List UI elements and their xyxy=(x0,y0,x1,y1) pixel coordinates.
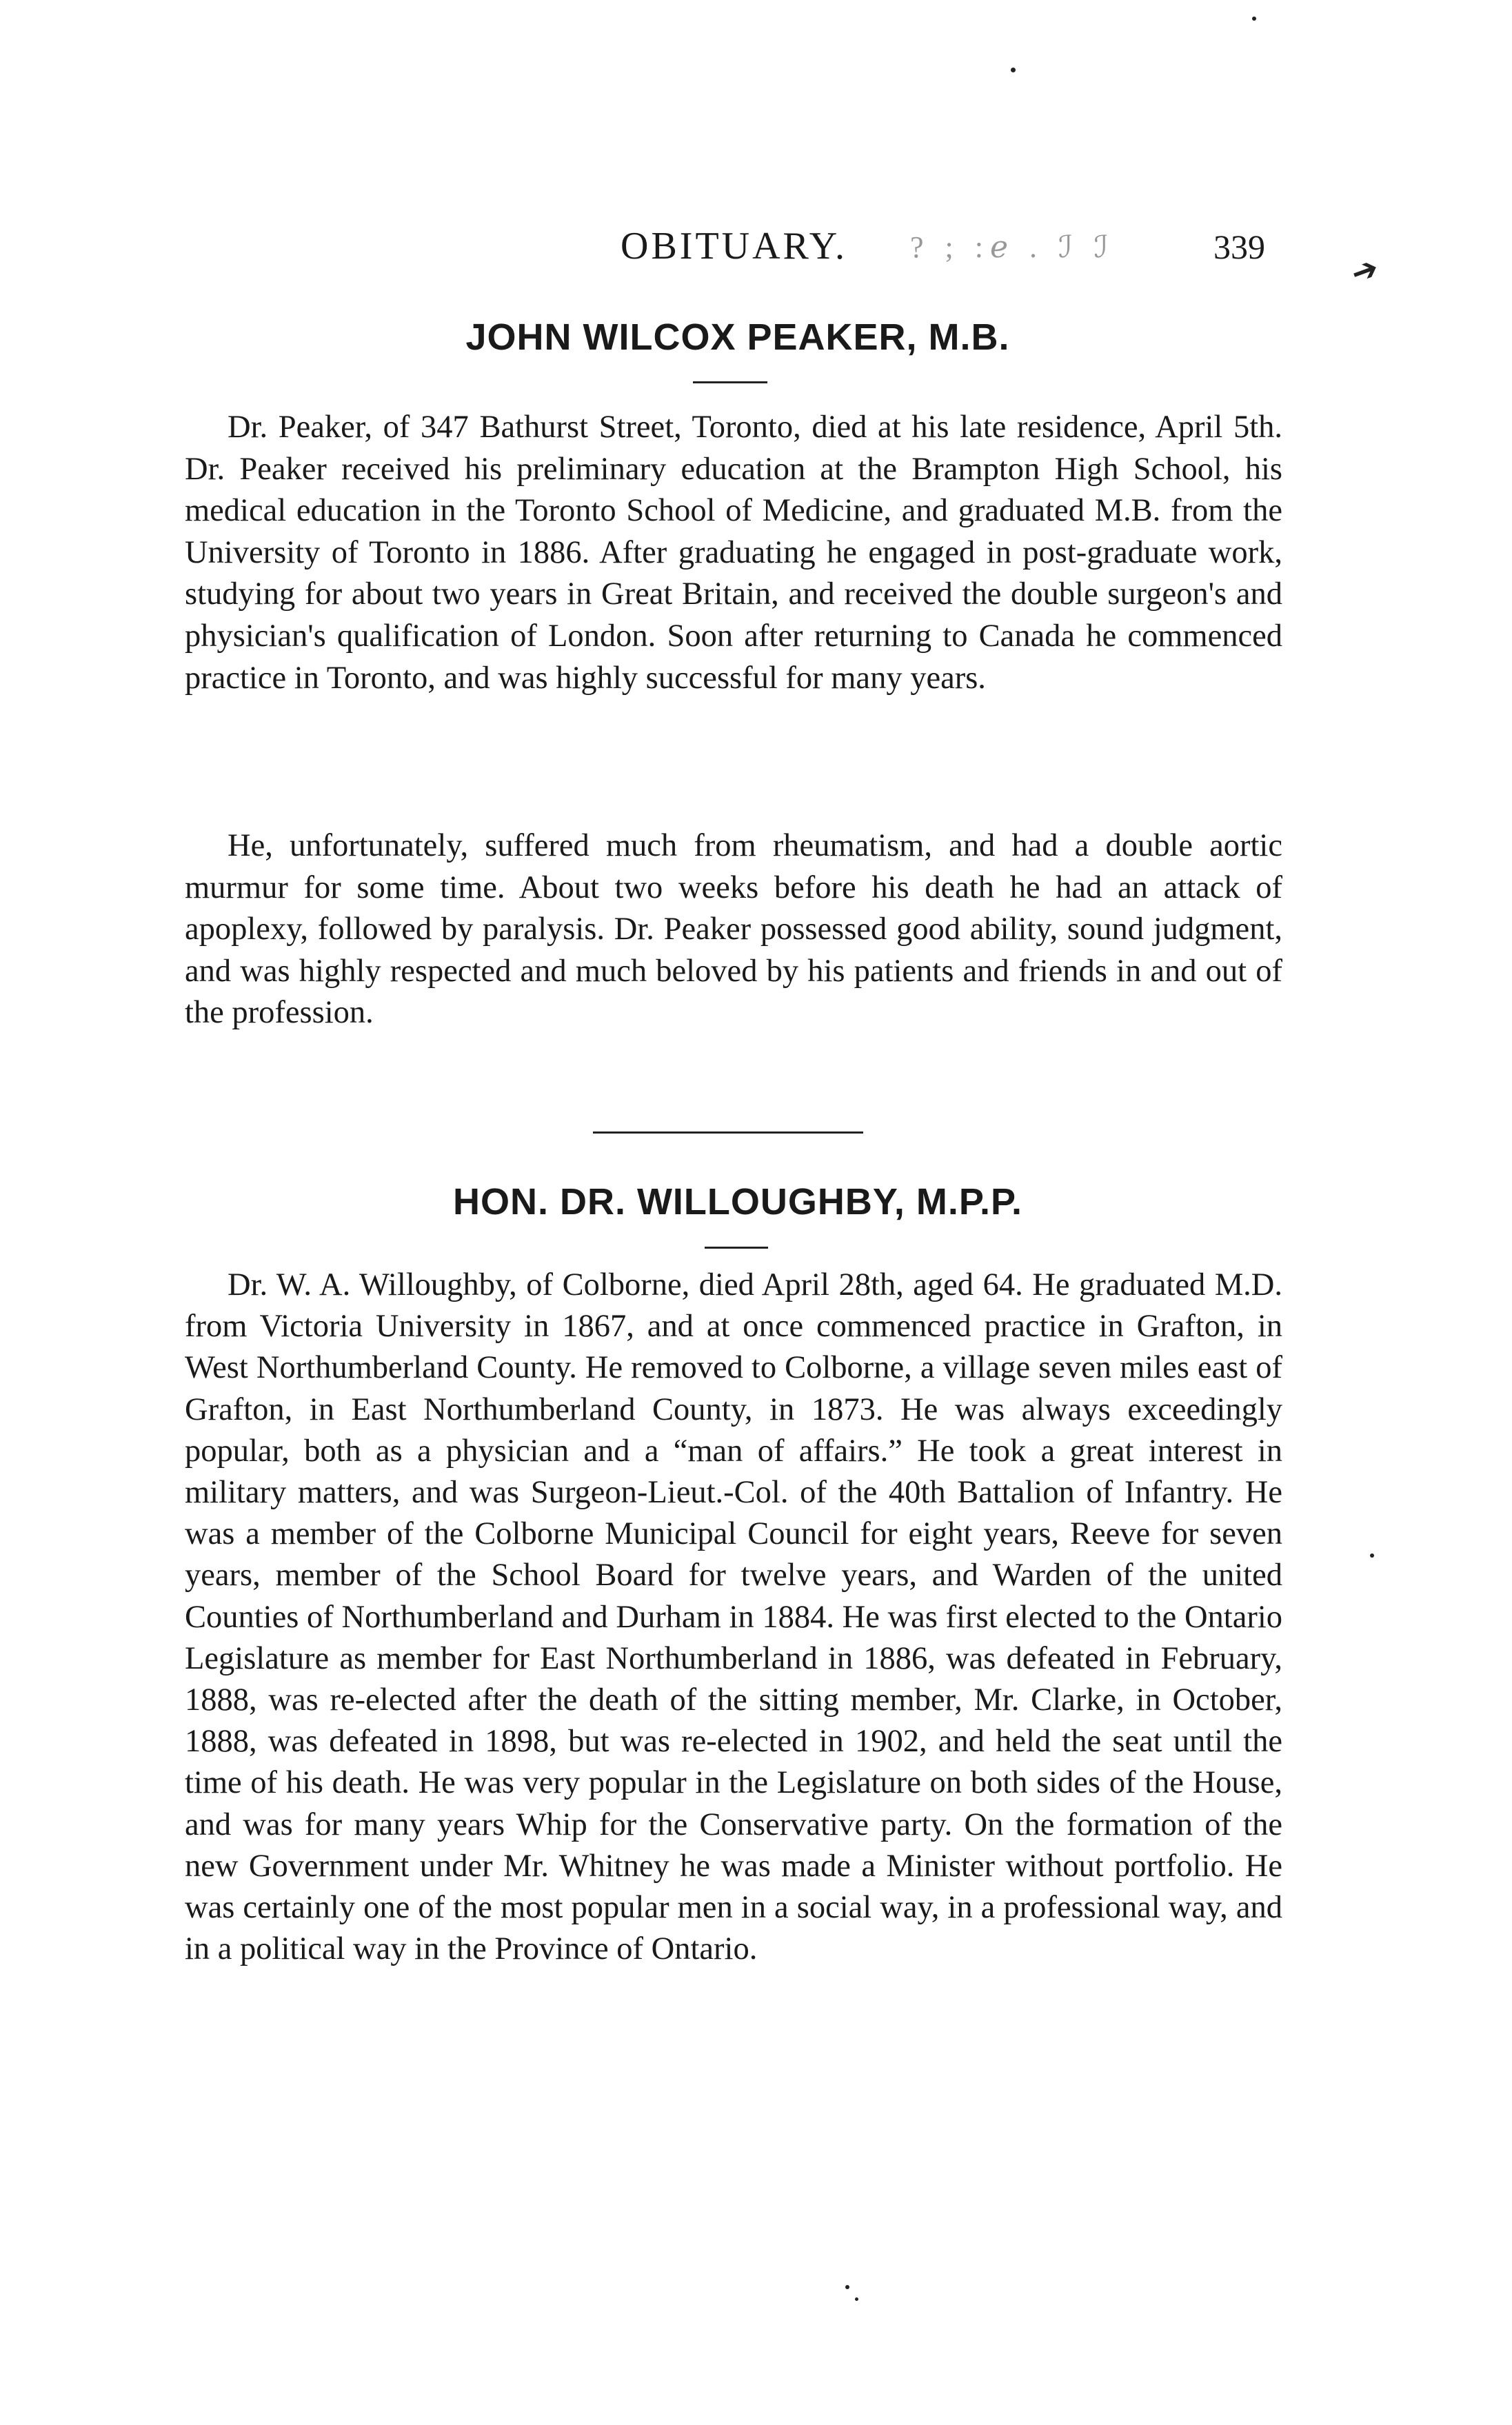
article-heading: HON. DR. WILLOUGHBY, M.P.P. xyxy=(452,1181,1023,1222)
article-paragraph: Dr. Peaker, of 347 Bathurst Street, Toronto, died at his late residence, April 5th. Dr. Peaker received his preliminary education at the Brampton High School, his medical education in the Toronto School of Medicine, and graduated M.B. from the University of Toronto in 1886. After graduating he engaged in post-graduate work, studying for about two years in Great Britain, and received the double surgeon's and physician's qualification of London. Soon after returning to Canada he commenced practice in Toronto, and was highly successful for many years. xyxy=(185,410,1282,696)
section-divider xyxy=(593,1131,863,1134)
running-head-title: OBITUARY. xyxy=(621,225,848,268)
speck-mark xyxy=(1011,68,1016,72)
article-heading: JOHN WILCOX PEAKER, M.B. xyxy=(465,316,1010,358)
speck-mark xyxy=(855,2297,858,2301)
running-head xyxy=(552,224,1310,286)
speck-mark xyxy=(1370,1553,1374,1558)
speck-mark xyxy=(1252,17,1256,21)
speck-mark xyxy=(845,2285,849,2289)
article-paragraph: He, unfortunately, suffered much from rheumatism, and had a double aortic murmur for some time. About two weeks before his death he had an attack of apoplexy, followed by paralysis. Dr. Peaker possessed good ability, sound judgment, and was highly respected and much beloved by his patients and friends in and out of the profession. xyxy=(185,828,1282,1031)
heading-divider xyxy=(693,381,767,383)
heading-divider xyxy=(705,1247,768,1249)
corner-arrow-icon: ➔ xyxy=(1346,249,1384,292)
article-paragraph: Dr. W. A. Willoughby, of Colborne, died April 28th, aged 64. He graduated M.D. from Victoria University in 1867, and at once commenced practice in Grafton, in West Northumberland County. He removed to Colborne, a village seven miles east of Grafton, in East Northumberland County, in 1873. He was always exceedingly popular, both as a physician and a “man of affairs.” He took a great interest in military matters, and was Surgeon-Lieut.-Col. of the 40th Battalion of Infantry. He was a member of the Colborne Municipal Council for eight years, Reeve for seven years, member of the School Board for twelve years, and Warden of the united Counties of Northumberland and Durham in 1884. He was first elected to the Ontario Legislature as member for East Northumberland in 1886, was defeated in February, 1888, was re-elected after the death of the sitting member, Mr. Clarke, in October, 1888, was defeated in 1898, but was re-elected in 1902, and held the seat until the time of his death. He was very popular in the Legislature on both sides of the House, and was for many years Whip for the Conservative party. On the formation of the new Government under Mr. Whitney he was made a Minister without portfolio. He was certainly one of the most popular men in a social way, in a professional way, and in a political way in the Province of Ontario. xyxy=(185,1267,1282,1967)
library-stamp-marks: ? ; :ℯ . ℐ ℐ xyxy=(910,230,1116,264)
page-number: 339 xyxy=(1213,228,1265,266)
